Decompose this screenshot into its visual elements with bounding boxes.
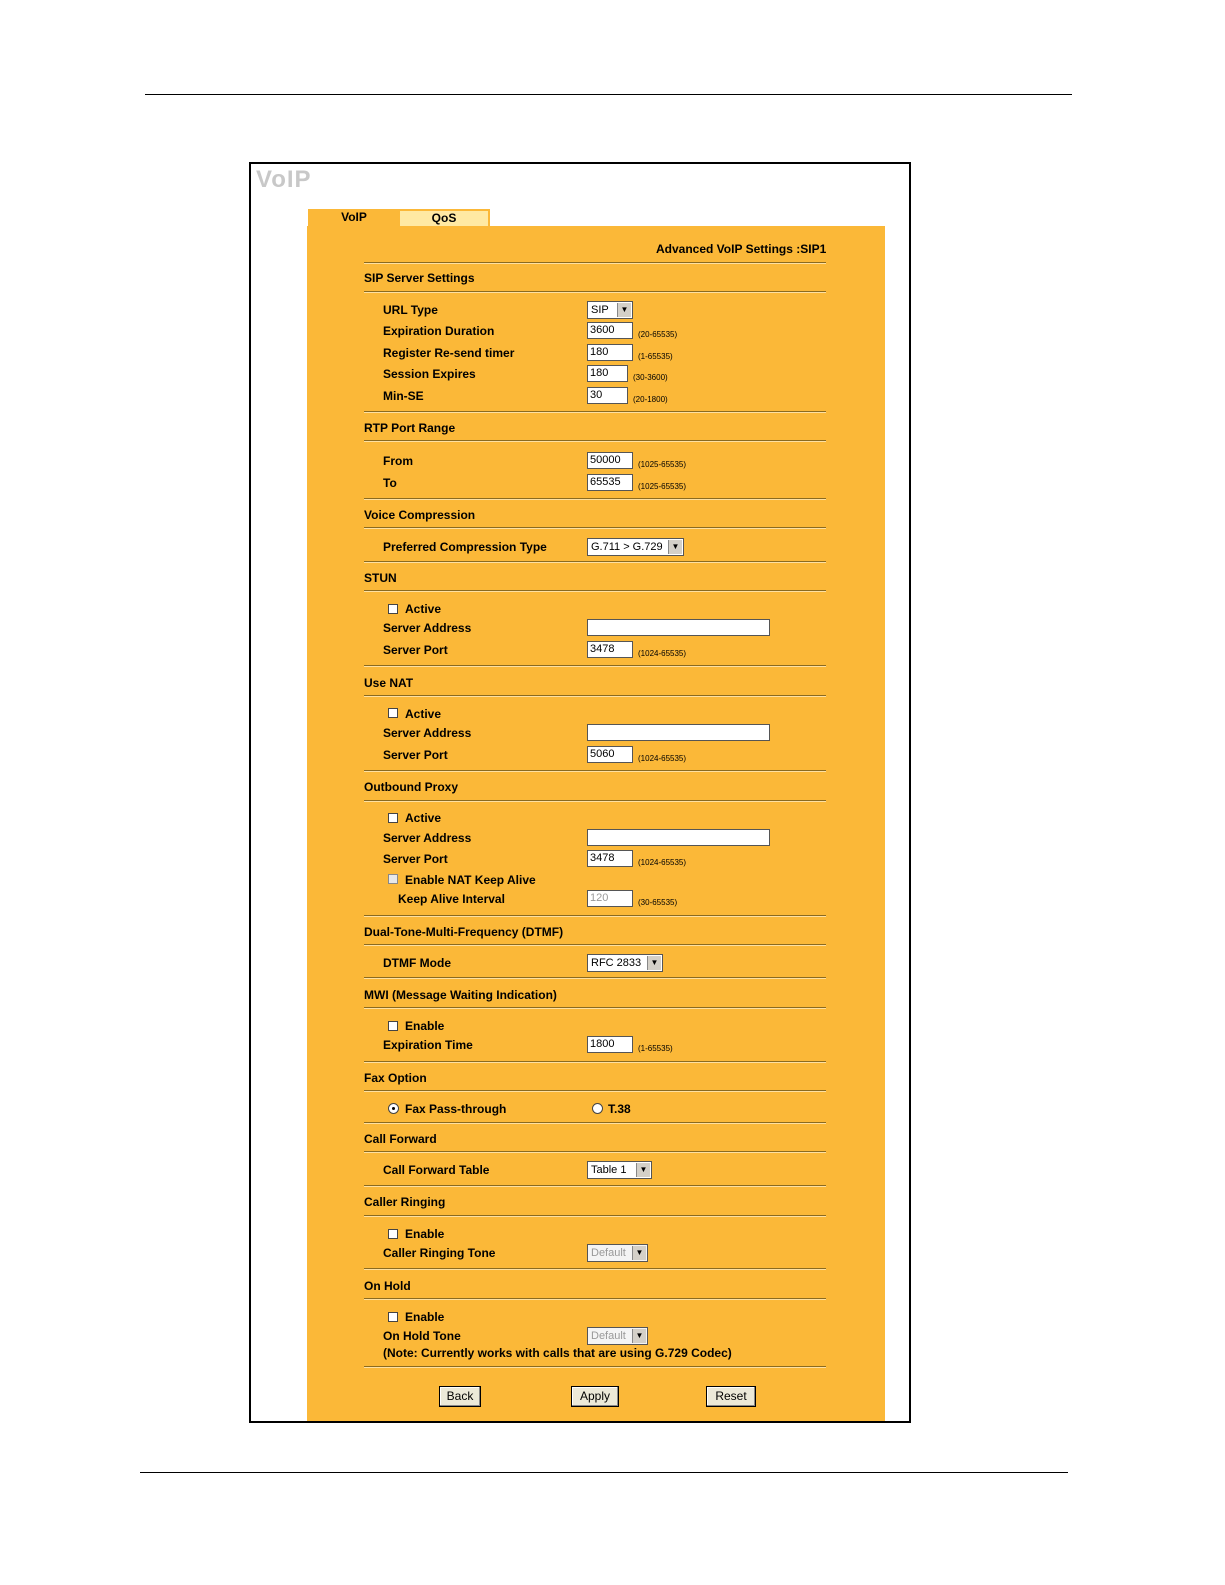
keep-alive-interval-input[interactable]: 120: [587, 890, 633, 907]
chevron-down-icon: ▼: [632, 1246, 646, 1260]
caller-ringing-tone-value: Default: [591, 1247, 626, 1259]
rtp-from-label: From: [383, 454, 413, 468]
call-forward-table-label: Call Forward Table: [383, 1163, 490, 1177]
divider: [364, 561, 826, 563]
mwi-expiration-label: Expiration Time: [383, 1038, 473, 1052]
chevron-down-icon: ▼: [668, 540, 682, 554]
register-resend-input[interactable]: 180: [587, 344, 633, 361]
expiration-duration-input[interactable]: 3600: [587, 322, 633, 339]
preferred-compression-value: G.711 > G.729: [591, 541, 663, 553]
divider: [364, 527, 826, 529]
proxy-server-port-range: (1024-65535): [638, 858, 687, 867]
divider: [364, 1298, 826, 1300]
rtp-to-range: (1025-65535): [638, 482, 687, 491]
mwi-expiration-input[interactable]: 1800: [587, 1036, 633, 1053]
min-se-label: Min-SE: [383, 389, 424, 403]
stun-server-port-input[interactable]: 3478: [587, 641, 633, 658]
expiration-duration-range: (20-65535): [638, 330, 678, 339]
chevron-down-icon: ▼: [647, 956, 661, 970]
proxy-server-port-label: Server Port: [383, 852, 448, 866]
stun-server-port-range: (1024-65535): [638, 649, 687, 658]
caller-ringing-enable-label: Enable: [405, 1227, 445, 1241]
call-forward-table-value: Table 1: [591, 1164, 627, 1176]
section-header-mwi: MWI (Message Waiting Indication): [364, 988, 557, 1002]
keep-alive-interval-label: Keep Alive Interval: [398, 892, 505, 906]
fax-pass-through-radio[interactable]: [388, 1103, 399, 1114]
stun-active-checkbox[interactable]: [388, 604, 398, 614]
divider: [364, 1366, 826, 1368]
divider: [364, 1007, 826, 1009]
proxy-active-checkbox[interactable]: [388, 813, 398, 823]
divider: [364, 770, 826, 772]
divider: [364, 440, 826, 442]
url-type-value: SIP: [591, 304, 609, 316]
keep-alive-interval-range: (30-65535): [638, 898, 678, 907]
caller-ringing-tone-label: Caller Ringing Tone: [383, 1246, 496, 1260]
divider: [364, 800, 826, 802]
min-se-range: (20-1800): [633, 395, 668, 404]
section-header-stun: STUN: [364, 571, 397, 585]
divider: [364, 262, 826, 264]
stun-server-port-label: Server Port: [383, 643, 448, 657]
settings-panel: [307, 226, 885, 1421]
section-header-caller-ringing: Caller Ringing: [364, 1195, 446, 1209]
tab-qos[interactable]: QoS: [400, 209, 490, 226]
nat-keep-alive-label: Enable NAT Keep Alive: [405, 873, 536, 887]
divider: [364, 498, 826, 500]
divider: [364, 1061, 826, 1063]
min-se-input[interactable]: 30: [587, 387, 628, 404]
section-header-outbound-proxy: Outbound Proxy: [364, 780, 458, 794]
section-header-dtmf: Dual-Tone-Multi-Frequency (DTMF): [364, 925, 564, 939]
nat-server-address-label: Server Address: [383, 726, 472, 740]
nat-server-port-range: (1024-65535): [638, 754, 687, 763]
tab-voip[interactable]: VoIP: [308, 209, 400, 226]
nat-active-checkbox[interactable]: [388, 708, 398, 718]
on-hold-tone-select[interactable]: [587, 1327, 648, 1345]
section-header-fax: Fax Option: [364, 1071, 427, 1085]
divider: [364, 1122, 826, 1124]
caller-ringing-tone-select[interactable]: [587, 1244, 648, 1262]
divider: [364, 915, 826, 917]
fax-t38-label: T.38: [608, 1102, 631, 1116]
url-type-label: URL Type: [383, 303, 438, 317]
nat-server-port-input[interactable]: 5060: [587, 746, 633, 763]
stun-server-address-label: Server Address: [383, 621, 472, 635]
fax-t38-radio[interactable]: [592, 1103, 603, 1114]
rtp-to-label: To: [383, 476, 397, 490]
divider: [364, 411, 826, 413]
register-resend-label: Register Re-send timer: [383, 346, 515, 360]
on-hold-tone-label: On Hold Tone: [383, 1329, 461, 1343]
divider: [364, 1268, 826, 1270]
expiration-duration-label: Expiration Duration: [383, 324, 495, 338]
divider: [364, 1215, 826, 1217]
proxy-active-label: Active: [405, 811, 442, 825]
section-header-voice: Voice Compression: [364, 508, 476, 522]
stun-active-label: Active: [405, 602, 442, 616]
divider: [364, 1090, 826, 1092]
proxy-server-address-input[interactable]: [587, 829, 770, 846]
mwi-expiration-range: (1-65535): [638, 1044, 673, 1053]
mwi-enable-label: Enable: [405, 1019, 445, 1033]
url-type-select[interactable]: [587, 301, 633, 319]
proxy-server-address-label: Server Address: [383, 831, 472, 845]
divider: [364, 1185, 826, 1187]
divider: [364, 1151, 826, 1153]
apply-button[interactable]: Apply: [571, 1386, 619, 1407]
proxy-server-port-input[interactable]: 3478: [587, 850, 633, 867]
section-header-use-nat: Use NAT: [364, 676, 414, 690]
on-hold-note: (Note: Currently works with calls that are using G.729 Codec): [383, 1346, 732, 1360]
preferred-compression-select[interactable]: [587, 538, 684, 556]
rtp-to-input[interactable]: 65535: [587, 474, 633, 491]
divider: [364, 977, 826, 979]
app-title: VoIP: [256, 166, 312, 193]
fax-pass-through-label: Fax Pass-through: [405, 1102, 507, 1116]
divider: [364, 695, 826, 697]
section-header-sip-server: SIP Server Settings: [364, 271, 475, 285]
chevron-down-icon: ▼: [617, 303, 631, 317]
dtmf-mode-select[interactable]: [587, 954, 663, 972]
dtmf-mode-value: RFC 2833: [591, 957, 642, 969]
caller-ringing-enable-checkbox[interactable]: [388, 1229, 398, 1239]
preferred-compression-label: Preferred Compression Type: [383, 540, 547, 554]
nat-keep-alive-checkbox[interactable]: [388, 874, 398, 884]
session-expires-input[interactable]: 180: [587, 365, 628, 382]
page-bottom-rule: [140, 1472, 1068, 1473]
chevron-down-icon: ▼: [632, 1329, 646, 1343]
reset-button[interactable]: Reset: [706, 1386, 756, 1407]
session-expires-range: (30-3600): [633, 373, 668, 382]
nat-server-port-label: Server Port: [383, 748, 448, 762]
divider: [364, 944, 826, 946]
section-header-rtp: RTP Port Range: [364, 421, 456, 435]
rtp-from-range: (1025-65535): [638, 460, 687, 469]
call-forward-table-select[interactable]: [587, 1161, 652, 1179]
session-expires-label: Session Expires: [383, 367, 476, 381]
page-title: Advanced VoIP Settings :SIP1: [656, 242, 827, 256]
stun-server-address-input[interactable]: [587, 619, 770, 636]
on-hold-tone-value: Default: [591, 1330, 626, 1342]
dtmf-mode-label: DTMF Mode: [383, 956, 451, 970]
on-hold-enable-label: Enable: [405, 1310, 445, 1324]
divider: [364, 665, 826, 667]
section-header-call-forward: Call Forward: [364, 1132, 437, 1146]
on-hold-enable-checkbox[interactable]: [388, 1312, 398, 1322]
nat-server-address-input[interactable]: [587, 724, 770, 741]
mwi-enable-checkbox[interactable]: [388, 1021, 398, 1031]
screenshot-frame: [249, 162, 911, 1423]
nat-active-label: Active: [405, 707, 442, 721]
rtp-from-input[interactable]: 50000: [587, 452, 633, 469]
chevron-down-icon: ▼: [636, 1163, 650, 1177]
back-button[interactable]: Back: [439, 1386, 481, 1407]
divider: [364, 291, 826, 293]
section-header-on-hold: On Hold: [364, 1279, 411, 1293]
divider: [364, 590, 826, 592]
page-top-rule: [145, 94, 1072, 95]
register-resend-range: (1-65535): [638, 352, 673, 361]
